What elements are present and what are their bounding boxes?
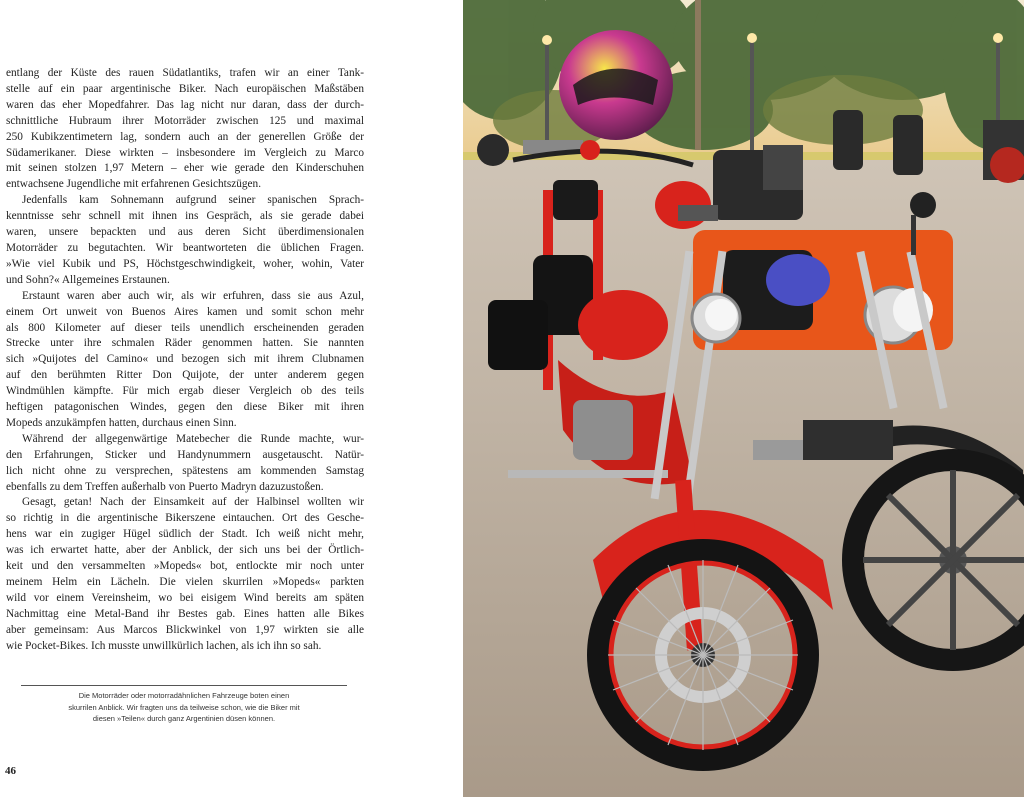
body-text-line: einem Ort unweit von Buenos Aires kamen und somit schon mehr [6,305,364,318]
body-text-line: wie Pocket-Bikes. Ich musste unwillkürlich lachen, als ich ihn so sah. [6,639,322,652]
caption-line: diesen »Teilen« durch ganz Argentinien düsen können. [92,714,276,723]
motorcycle-photo [463,0,1024,797]
body-text-line: keit und den versammelten »Mopeds« bot, entlockte mir noch unter [6,560,364,573]
body-text-line: auf den berühmten Ritter Don Quijote, der unter anderem gegen [6,369,364,382]
body-text-line: den Erfahrungen, Sticker und Handynummern ausgetauscht. Natür- [6,448,364,461]
left-page [0,0,463,797]
body-text-line: als 800 Kilometer auf dieser teils unendlich erscheinenden geraden [6,321,364,334]
body-text-line: und Sohn?« Allgemeines Erstaunen. [6,273,170,286]
body-text-line: was ich erwartet hatte, aber der Anblick, der sich uns bei der Örtlich- [6,544,364,557]
caption-line: Die Motorräder oder motorradähnlichen Fahrzeuge boten einen [78,691,290,700]
body-text-line: mit seinen stolzen 1,97 Metern – eher wie gerade den Kinderschuhen [6,162,364,175]
body-text-line: kenntnisse sehr schnell mit ihnen ins Gespräch, als sie gerade dabei [6,210,364,223]
body-text-line: ebenfalls zu dem Treffen außerhalb von Puerto Madryn dazuzustoßen. [6,480,324,493]
body-text-line: entlang der Küste des rauen Südatlantiks, trafen wir an einer Tank- [6,67,364,79]
body-text-line: aber gemeinsam: Aus Marcos Blickwinkel von 1,97 wirkten sie alle [6,623,364,636]
body-text-line: Südamerikaner. Diese wirkten – insbesondere im Vergleich zu Marco [6,146,364,159]
body-text-line: Strecke unter ihre schmalen Räder genommen hatten. Sie nannten [6,337,364,350]
body-text-line: Während der allgegenwärtige Matebecher die Runde machte, wur- [22,432,364,445]
body-text-line: lich nicht ohne zu versprechen, spätestens am kommenden Samstag [6,464,364,477]
body-text-line: waren das eher Mopedfahrer. Das lag nicht nur daran, dass der durch- [6,98,364,111]
body-text-line: Nachmittag eine Metal-Band ihr Bestes gab. Eines hatten alle Bikes [6,607,364,620]
body-text-line: entwachsene Jugendliche mit erfahrenen Gesichtszügen. [6,178,262,191]
body-text-line: Motorräder zu begutachten. Wir beantworteten die üblichen Fragen. [6,241,364,254]
body-text-line: sich »Quijotes del Camino« und bezogen sich mit ihrem Clubnamen [6,353,364,366]
body-text-line: wild vor einem Vereinsheim, wo bei eisigem Wind bereits am späten [6,591,364,604]
body-text-line: so richtig in die argentinische Bikerszene eintauchen. Ort des Gesche- [6,512,364,525]
photo-caption [21,690,347,725]
body-text-line: waren, unsere bepackten und aus deren Sicht überdimensionalen [6,226,364,239]
body-text-line: meinem Helm ein Lächeln. Die vielen skurrilen »Mopeds« parkten [6,576,364,588]
page-number: 46 [5,765,16,777]
body-text-line: Jedenfalls kam Sohnemann aufgrund seiner spanischen Sprach- [22,194,364,207]
body-text-line: stelle auf ein paar argentinische Biker. Nach europäischen Maßstäben [6,82,364,95]
body-text-line: 250 Kubikzentimetern lag, sondern auch an der generellen Größe der [6,130,364,143]
body-text-line: schnittliche Hubraum ihrer Motorräder zwischen 125 und maximal [6,114,364,127]
body-text-line: Gesagt, getan! Nach der Einsamkeit auf der Halbinsel wollten wir [22,496,364,509]
caption-rule [21,685,347,686]
body-text-line: hens war ein zugiger Hügel südlich der Stadt. Ich weiß nicht mehr, [6,528,364,541]
body-text-line: »Wie viel Kubik und PS, Höchstgeschwindigkeit, woher, wohin, Vater [6,257,364,270]
body-text-line: Mopeds anzukämpfen hatten, durchaus einen Sinn. [6,416,237,429]
body-text-line: Windmühlen kämpfte. Für mich ergab dieser Vergleich ob des teils [6,385,364,398]
body-text [6,66,364,655]
body-text-line: Erstaunt waren aber auch wir, als wir erfuhren, dass sie aus Azul, [22,289,364,302]
body-text-line: heftigen patagonischen Windes, gegen den diese Biker mit ihren [6,401,364,414]
caption-line: skurrilen Anblick. Wir fragten uns da teilweise schon, wie die Biker mit [68,702,300,712]
